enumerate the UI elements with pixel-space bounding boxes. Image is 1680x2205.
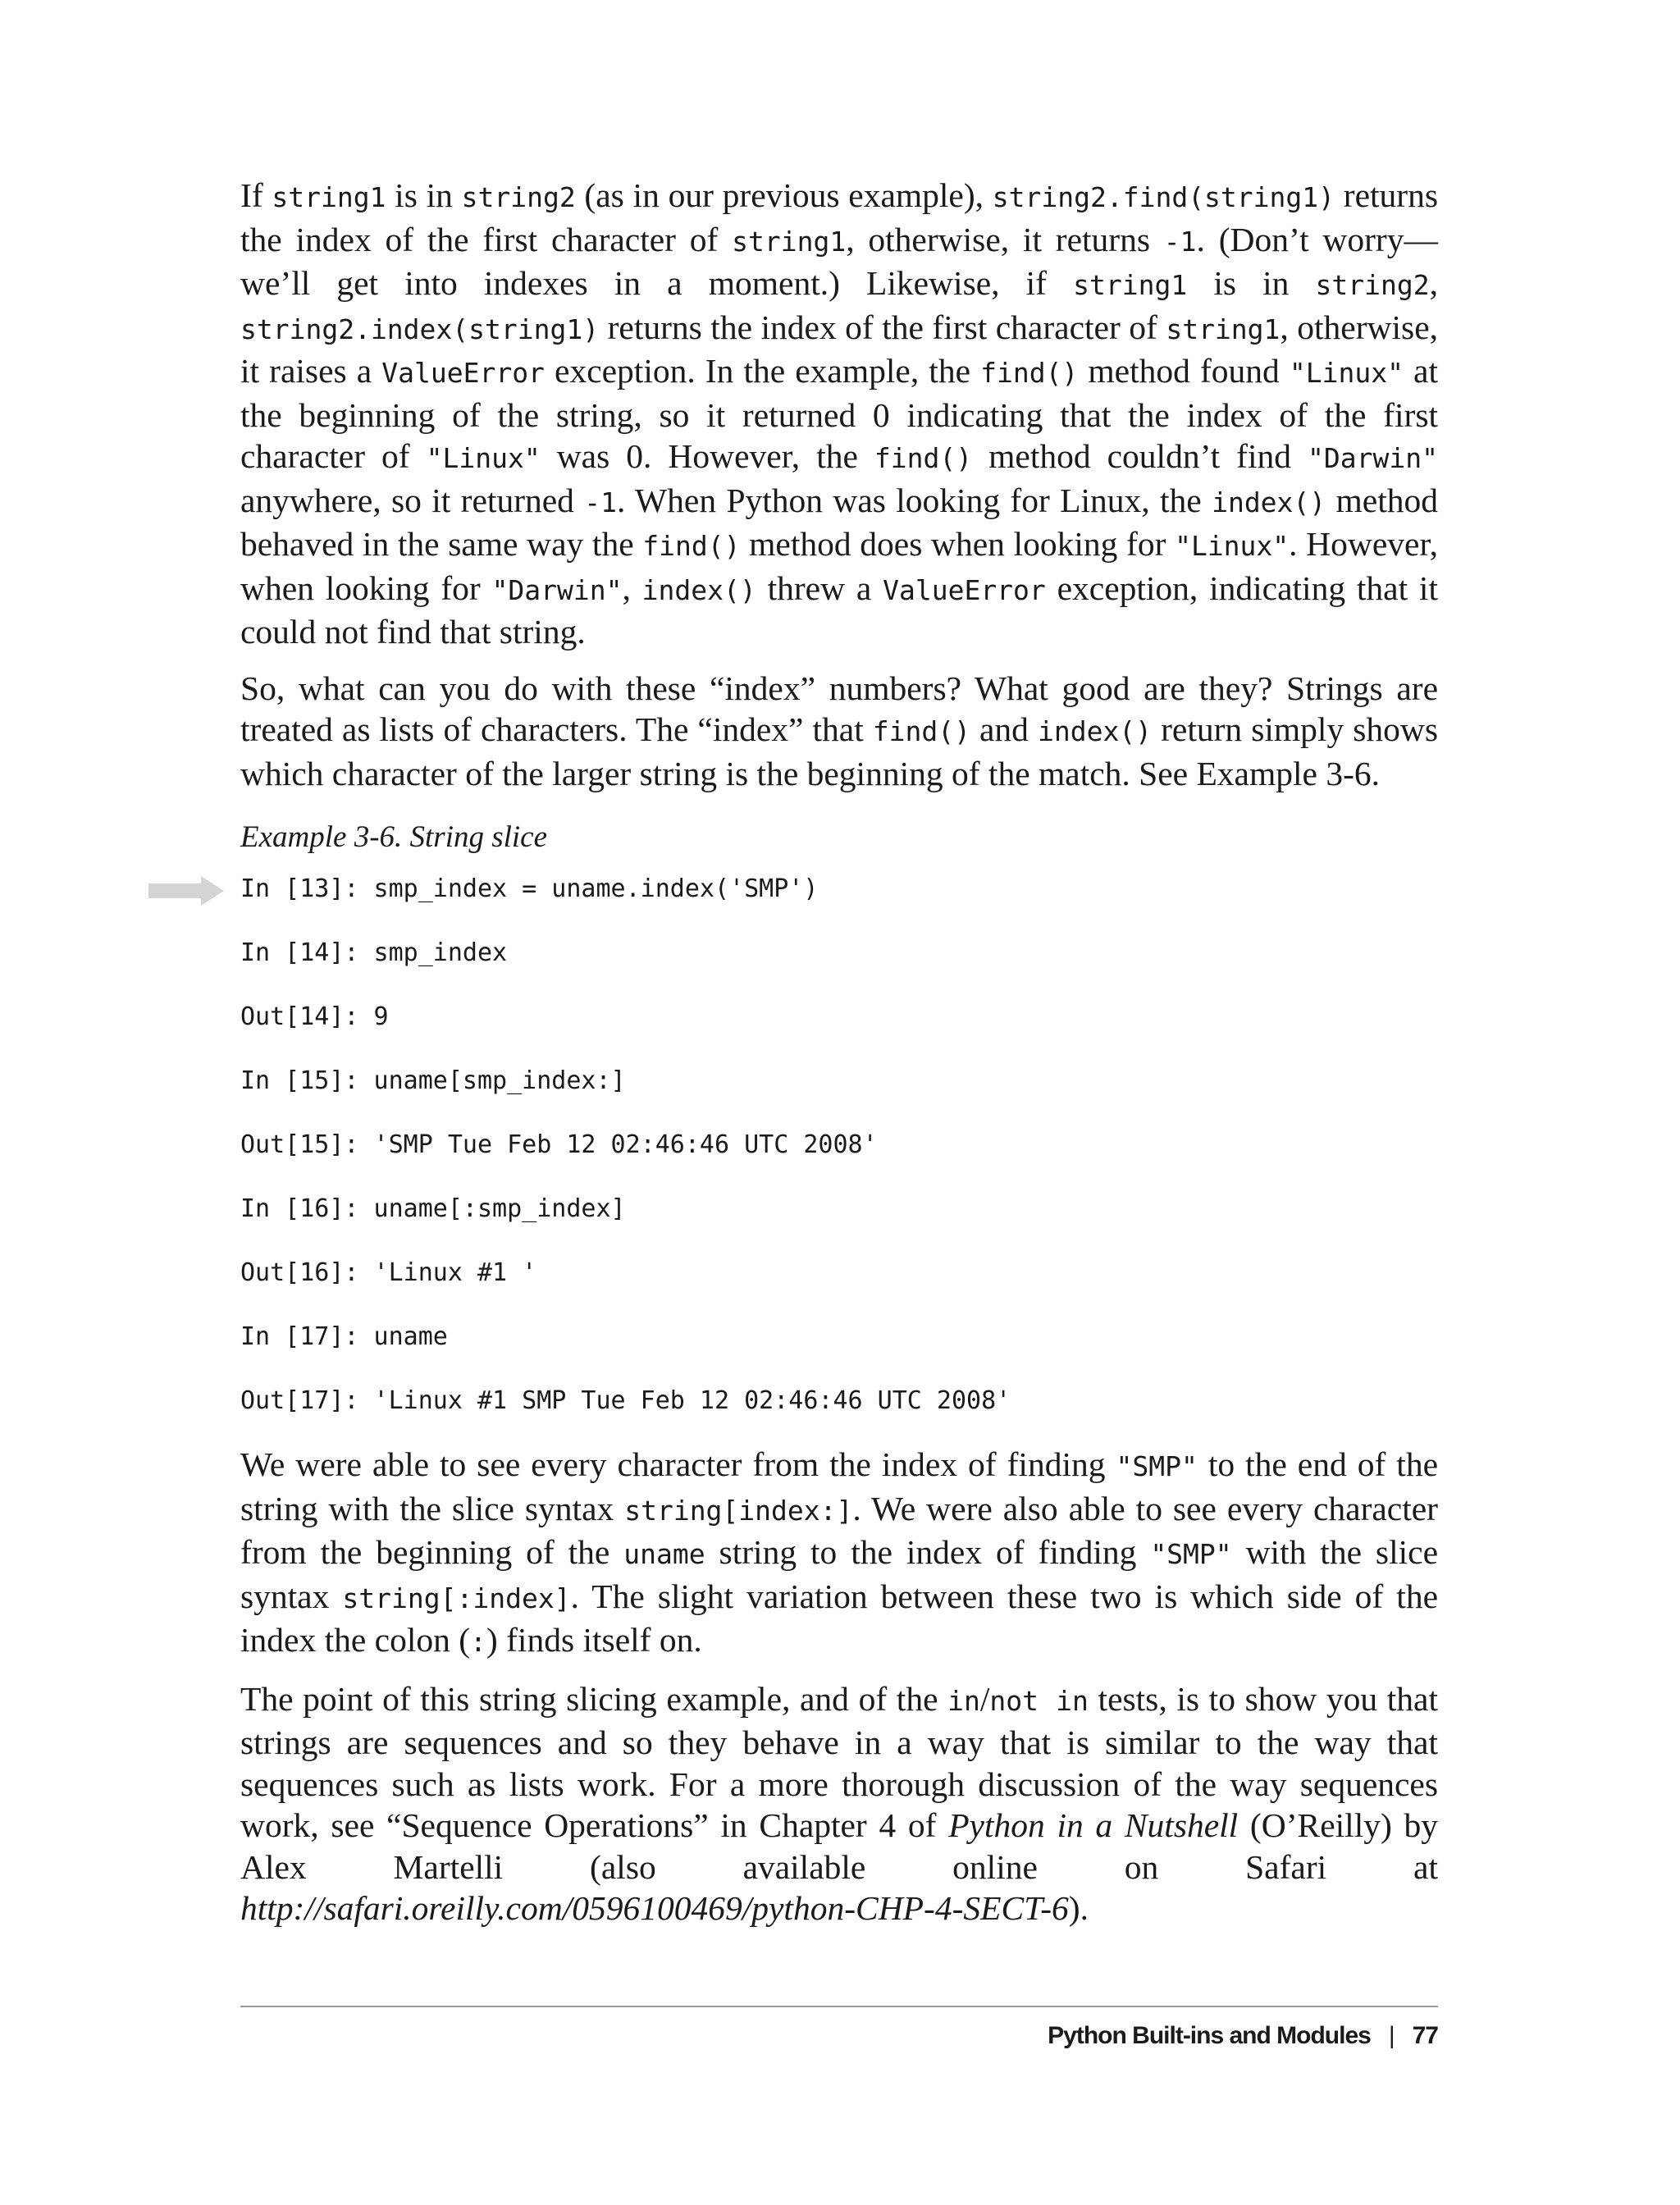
text-run: So, what can you do with these “index” numbers? What good are they? Strings are treated as lists of characters. The “index” that bbox=[240, 669, 1438, 748]
inline-code: string2.index(string1) bbox=[240, 313, 600, 345]
text-run: method couldn’t find bbox=[972, 437, 1308, 475]
text-run: and bbox=[970, 710, 1038, 748]
text-run: with the slice syntax bbox=[240, 1533, 1438, 1615]
paragraph-index-numbers bbox=[240, 668, 1438, 795]
example-caption: Example 3-6. String slice bbox=[240, 820, 548, 854]
code-line: In [16]: uname[:smp_index] bbox=[240, 1194, 626, 1223]
code-line: In [13]: smp_index = uname.index('SMP') bbox=[240, 874, 819, 903]
code-line: In [17]: uname bbox=[240, 1322, 448, 1351]
text-run: . When Python was looking for Linux, the bbox=[617, 481, 1212, 519]
text-run: exception, indicating that it could not find that string. bbox=[240, 568, 1438, 651]
text-run: was 0. However, the bbox=[540, 437, 874, 475]
text-run: We were able to see every character from the index of finding bbox=[240, 1445, 1116, 1483]
text-run: exception. In the example, the bbox=[544, 352, 981, 390]
inline-code: string2.find(string1) bbox=[992, 181, 1335, 213]
footer-separator: | bbox=[1388, 2022, 1395, 2049]
text-run: . We were also able to see every character from the beginning of the bbox=[240, 1489, 1438, 1571]
inline-code: string2 bbox=[1315, 269, 1430, 301]
inline-code: string[:index] bbox=[342, 1582, 571, 1614]
running-section-title: Python Built-ins and Modules bbox=[1048, 2022, 1371, 2049]
text-run: to the end of the string with the slice syntax bbox=[240, 1445, 1438, 1527]
inline-code: not in bbox=[989, 1684, 1089, 1717]
text-run: at the beginning of the string, so it returned 0 indicating that the index of the first character of bbox=[240, 352, 1439, 475]
text-run: tests, is to show you that strings are sequences and so they behave in a way that is similar to the way that sequences such as lists work. For a more thorough discussion of the way sequences work, see “Sequence Operations” in Chapter 4 of bbox=[240, 1679, 1438, 1844]
code-line: Out[14]: 9 bbox=[240, 1002, 389, 1031]
inline-code: string1 bbox=[1073, 269, 1188, 301]
inline-code: "Linux" bbox=[1289, 357, 1404, 389]
inline-code: in bbox=[947, 1684, 980, 1717]
inline-code: "SMP" bbox=[1150, 1538, 1232, 1570]
inline-code: find() bbox=[874, 442, 973, 474]
inline-code: index() bbox=[1037, 715, 1153, 747]
text-run: (O’Reilly) by Alex Martelli (also available online on Safari at bbox=[240, 1806, 1438, 1886]
text-run: , bbox=[622, 568, 642, 607]
inline-code: ValueError bbox=[381, 357, 545, 389]
text-run: If bbox=[240, 176, 272, 214]
text-run: . The slight variation between these two is which side of the index the colon ( bbox=[240, 1577, 1438, 1659]
text-run: . However, when looking for bbox=[240, 525, 1438, 607]
inline-code: string2 bbox=[461, 181, 576, 213]
inline-code: -1 bbox=[584, 486, 618, 518]
paragraph-slice-syntax bbox=[240, 1444, 1438, 1664]
inline-code: ValueError bbox=[883, 573, 1046, 606]
text-run: , otherwise, it raises a bbox=[240, 308, 1438, 390]
page-body bbox=[240, 175, 1438, 1944]
code-line: In [14]: smp_index bbox=[240, 938, 508, 967]
paragraph-sequences bbox=[240, 1678, 1438, 1929]
paragraph-find-index bbox=[240, 175, 1438, 653]
code-line: Out[16]: 'Linux #1 ' bbox=[240, 1258, 537, 1287]
text-run: . (Don’t worry—we’ll get into indexes in a moment.) Likewise, if bbox=[240, 220, 1439, 302]
code-example bbox=[240, 874, 1438, 1419]
italic-text: http://safari.oreilly.com/0596100469/python-CHP-4-SECT-6 bbox=[240, 1889, 1069, 1927]
text-run: returns the index of the first character of bbox=[240, 176, 1438, 258]
text-run: (as in our previous example), bbox=[575, 176, 993, 214]
text-run: return simply shows which character of the larger string is the beginning of the match. See Example 3-6. bbox=[240, 710, 1438, 792]
text-run: ). bbox=[1068, 1889, 1089, 1927]
text-run: / bbox=[979, 1679, 990, 1718]
inline-code: index() bbox=[641, 573, 756, 606]
page-footer bbox=[240, 2020, 1438, 2052]
text-run: returns the index of the first character of bbox=[599, 308, 1166, 346]
inline-code: "Darwin" bbox=[1308, 442, 1438, 474]
inline-code: : bbox=[470, 1626, 486, 1658]
code-line: In [15]: uname[smp_index:] bbox=[240, 1066, 626, 1095]
text-run: ) finds itself on. bbox=[486, 1621, 702, 1659]
inline-code: index() bbox=[1212, 486, 1326, 518]
text-run: , otherwise, it returns bbox=[846, 220, 1164, 258]
inline-code: "Linux" bbox=[426, 442, 541, 474]
footer-divider bbox=[240, 2006, 1438, 2007]
inline-code: find() bbox=[642, 530, 741, 562]
inline-code: find() bbox=[872, 715, 970, 747]
text-run: method found bbox=[1078, 352, 1290, 390]
inline-code: string1 bbox=[732, 225, 847, 258]
inline-code: "Linux" bbox=[1175, 530, 1290, 562]
code-lines bbox=[240, 874, 1438, 1419]
italic-text: Python in a Nutshell bbox=[948, 1806, 1239, 1844]
text-run: method does when looking for bbox=[740, 525, 1176, 563]
inline-code: uname bbox=[623, 1538, 705, 1570]
inline-code: "SMP" bbox=[1116, 1450, 1198, 1482]
inline-code: -1 bbox=[1163, 225, 1197, 258]
code-line: Out[15]: 'SMP Tue Feb 12 02:46:46 UTC 2008' bbox=[240, 1130, 878, 1159]
code-line: Out[17]: 'Linux #1 SMP Tue Feb 12 02:46:46 UTC 2008' bbox=[240, 1386, 1011, 1415]
page-number: 77 bbox=[1412, 2022, 1438, 2049]
text-run: anywhere, so it returned bbox=[240, 481, 585, 519]
inline-code: "Darwin" bbox=[491, 573, 623, 606]
inline-code: string1 bbox=[1166, 313, 1281, 345]
text-run: threw a bbox=[756, 568, 883, 607]
margin-arrow-icon bbox=[148, 876, 224, 906]
inline-code: string[index:] bbox=[624, 1494, 853, 1527]
inline-code: string1 bbox=[272, 181, 386, 213]
text-run: is in bbox=[386, 176, 462, 214]
text-run: , bbox=[1429, 264, 1438, 302]
text-run: The point of this string slicing example, and of the bbox=[240, 1679, 948, 1718]
text-run: string to the index of finding bbox=[705, 1533, 1151, 1571]
inline-code: find() bbox=[980, 357, 1079, 389]
text-run: method behaved in the same way the bbox=[240, 481, 1438, 563]
text-run: is in bbox=[1187, 264, 1316, 302]
